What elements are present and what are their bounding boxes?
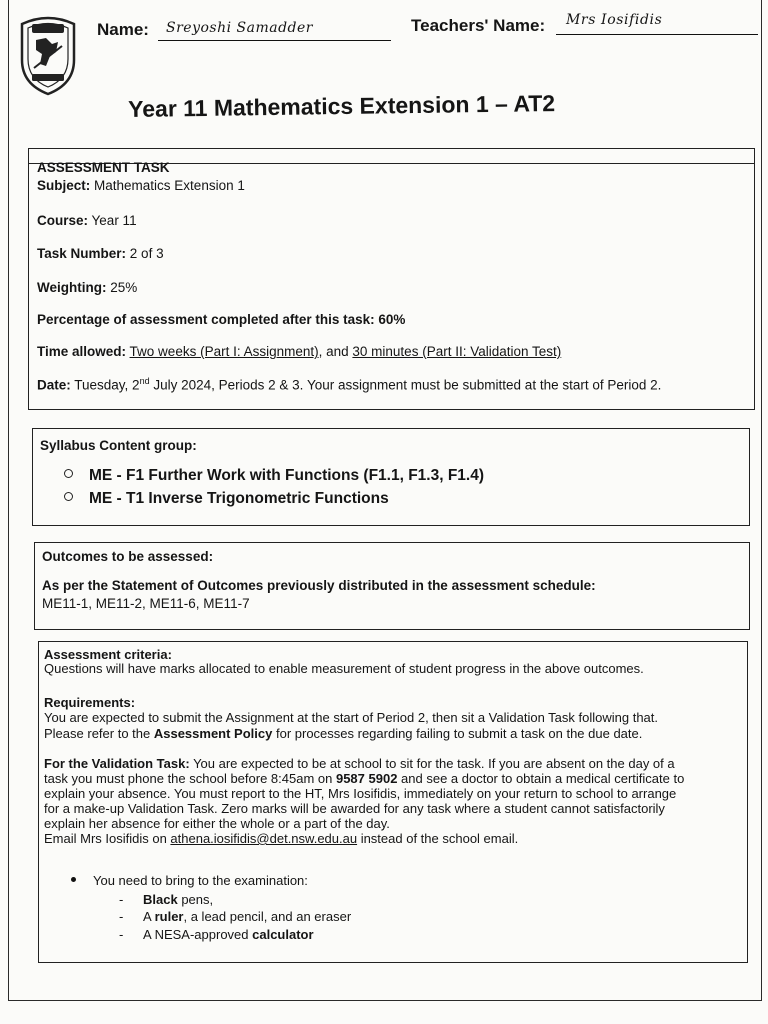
- validation-heading: For the Validation Task:: [44, 756, 190, 771]
- bring-item-rest: pens,: [177, 892, 214, 907]
- criteria-heading: Assessment criteria:: [44, 647, 172, 662]
- school-crest-logo: [12, 10, 84, 96]
- email-line: [44, 832, 518, 847]
- task-number-label: Task Number:: [37, 246, 127, 261]
- course-label: Course:: [37, 213, 89, 228]
- hollow-bullet-icon: [64, 492, 73, 501]
- teacher-name-handwritten: Mrs Iosifidis: [566, 12, 663, 28]
- outcomes-heading: Outcomes to be assessed:: [42, 549, 214, 564]
- bullet-icon: [71, 877, 76, 882]
- hollow-bullet-icon: [64, 469, 73, 478]
- bring-item: [119, 910, 351, 925]
- course-row: [37, 213, 137, 228]
- email-post: instead of the school email.: [357, 831, 519, 846]
- task-number-row: [37, 246, 164, 261]
- name-underline: [158, 40, 391, 41]
- validation-line4: for a make-up Validation Task. Zero marks will be awarded for any task where a student cannot satisfactorily: [44, 801, 665, 816]
- weighting-row: [37, 280, 137, 295]
- date-row: [37, 376, 661, 393]
- bring-item-bold: calculator: [252, 927, 314, 942]
- weighting-value: 25%: [110, 280, 138, 295]
- syllabus-item: [64, 467, 484, 485]
- bring-item-pre: A: [143, 909, 155, 924]
- date-value-pre: Tuesday, 2: [74, 377, 140, 393]
- criteria-text: Questions will have marks allocated to enable measurement of student progress in the above outcomes.: [44, 661, 644, 676]
- bring-item-bold: Black: [143, 892, 178, 907]
- date-sup: nd: [139, 376, 150, 386]
- subject-row: [37, 178, 245, 193]
- requirements-heading: Requirements:: [44, 695, 136, 710]
- time-part1: Two weeks (Part I: Assignment): [129, 344, 319, 359]
- page-title: Year 11 Mathematics Extension 1 – AT2: [128, 90, 556, 122]
- bring-item-bold: ruler: [154, 909, 184, 924]
- teacher-name-label: Teachers' Name:: [411, 16, 546, 35]
- percentage-label: Percentage of assessment completed after this task:: [37, 312, 375, 327]
- bring-heading-row: [71, 874, 308, 889]
- syllabus-heading: Syllabus Content group:: [40, 438, 197, 453]
- percentage-value: 60%: [378, 312, 406, 327]
- assessment-policy-text: Assessment Policy: [153, 726, 273, 741]
- syllabus-box: [32, 428, 750, 526]
- validation-line1-text: You are expected to be at school to sit for the task. If you are absent on the day of a: [189, 756, 675, 771]
- dash-bullet-icon: -: [119, 909, 124, 924]
- date-value-post: July 2024, Periods 2 & 3. Your assignment must be submitted at the start of Period 2.: [149, 377, 662, 393]
- outcomes-statement: As per the Statement of Outcomes previously distributed in the assessment schedule:: [42, 578, 596, 593]
- email-pre: Email Mrs Iosifidis on: [44, 831, 171, 846]
- validation-line2-post: and see a doctor to obtain a medical certificate to: [397, 771, 685, 786]
- percentage-row: [37, 312, 405, 327]
- name-label: Name:: [97, 20, 149, 39]
- subject-label: Subject:: [37, 178, 91, 193]
- school-phone: 9587 5902: [335, 771, 398, 786]
- bring-item-rest: , a lead pencil, and an eraser: [183, 909, 352, 924]
- time-allowed-row: [37, 344, 561, 359]
- requirements-line2-pre: Please refer to the: [44, 726, 154, 741]
- time-allowed-label: Time allowed:: [37, 344, 127, 359]
- outcomes-box: [34, 542, 750, 630]
- bring-item: [119, 893, 213, 908]
- outcomes-codes: ME11-1, ME11-2, ME11-6, ME11-7: [42, 596, 250, 611]
- subject-value: Mathematics Extension 1: [94, 178, 245, 193]
- syllabus-item-text: ME - F1 Further Work with Functions (F1.1, F1.3, F1.4): [89, 467, 485, 484]
- syllabus-item: [64, 490, 389, 508]
- syllabus-item-text: ME - T1 Inverse Trigonometric Functions: [89, 490, 389, 507]
- dash-bullet-icon: -: [119, 892, 124, 907]
- assessment-task-heading: ASSESSMENT TASK: [37, 160, 170, 175]
- requirements-line1: You are expected to submit the Assignment at the start of Period 2, then sit a Validation Task following that.: [44, 710, 659, 725]
- student-name-handwritten: Sreyoshi Samadder: [166, 20, 313, 36]
- time-part2: 30 minutes (Part II: Validation Test): [352, 344, 562, 359]
- validation-line2-pre: task you must phone the school before 8:45am on: [44, 771, 336, 786]
- requirements-line2: [44, 727, 642, 742]
- email-link[interactable]: athena.iosifidis@det.nsw.edu.au: [170, 831, 358, 846]
- validation-line3: explain your absence. You must report to the HT, Mrs Iosifidis, immediately on your return to school to arrange: [44, 786, 677, 801]
- validation-line1: [44, 757, 675, 772]
- teacher-name-underline: [556, 34, 758, 35]
- assessment-task-box: [28, 148, 755, 410]
- weighting-label: Weighting:: [37, 280, 107, 295]
- task-number-value: 2 of 3: [129, 246, 164, 261]
- date-label: Date:: [37, 377, 71, 393]
- dash-bullet-icon: -: [119, 927, 124, 942]
- requirements-line2-post: for processes regarding failing to submit a task on the due date.: [272, 726, 643, 741]
- assessment-criteria-box: [38, 641, 748, 963]
- course-value: Year 11: [91, 213, 137, 228]
- bring-item-pre: A NESA-approved: [143, 927, 253, 942]
- bring-heading: You need to bring to the examination:: [93, 873, 308, 888]
- bring-item: [119, 928, 314, 943]
- validation-line2: [44, 772, 684, 787]
- time-and: , and: [318, 344, 353, 359]
- validation-line5: explain her absence for either the whole or a part of the day.: [44, 816, 390, 831]
